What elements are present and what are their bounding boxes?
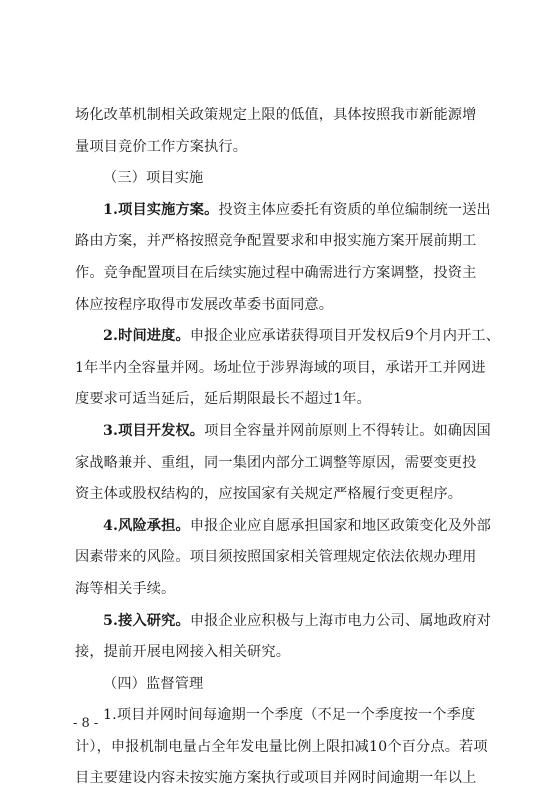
paragraph-line: 体应按程序取得市发展改革委书面同意。 bbox=[75, 296, 334, 313]
paragraph-line: 4.风险承担。申报企业应自愿承担国家和地区政策变化及外部 bbox=[103, 517, 491, 534]
item-title: 5.接入研究。 bbox=[103, 612, 190, 629]
paragraph-line: 海等相关手续。 bbox=[75, 580, 176, 597]
page-number: - 8 - bbox=[73, 716, 99, 731]
paragraph-line: 度要求可适当延后，延后期限最长不超过1年。 bbox=[75, 391, 371, 408]
paragraph-line: 5.接入研究。申报企业应积极与上海市电力公司、属地政府对 bbox=[103, 612, 491, 629]
document-body bbox=[75, 100, 501, 795]
section-heading: （四）监督管理 bbox=[103, 675, 204, 692]
item-title: 2.时间进度。 bbox=[103, 328, 190, 345]
paragraph-line: 资主体或股权结构的，应按国家有关规定严格履行变更程序。 bbox=[75, 486, 463, 503]
paragraph-line: 场化改革机制相关政策规定上限的低值，具体按照我市新能源增 bbox=[75, 107, 477, 123]
paragraph-line: 目主要建设内容未按实施方案执行或项目并网时间逾期一年以上 bbox=[75, 770, 477, 787]
paragraph-line: 1.项目并网时间每逾期一个季度（不足一个季度按一个季度 bbox=[103, 707, 476, 724]
item-title: 3.项目开发权。 bbox=[103, 422, 205, 439]
paragraph-line: 量项目竞价工作方案执行。 bbox=[75, 138, 248, 155]
paragraph-line: 2.时间进度。申报企业应承诺获得项目开发权后9个月内开工、 bbox=[103, 328, 501, 345]
paragraph-line: 计），申报机制电量占全年发电量比例上限扣减10个百分点。若项 bbox=[75, 738, 488, 755]
section-heading: （三）项目实施 bbox=[103, 170, 204, 187]
paragraph-line: 路由方案，并严格按照竞争配置要求和申报实施方案开展前期工 bbox=[75, 233, 477, 250]
paragraph-line: 家战略兼并、重组，同一集团内部分工调整等原因，需要变更投 bbox=[75, 454, 477, 471]
paragraph-line: 1.项目实施方案。投资主体应委托有资质的单位编制统一送出 bbox=[103, 201, 491, 218]
paragraph-line: 作。竞争配置项目在后续实施过程中确需进行方案调整，投资主 bbox=[75, 264, 477, 281]
item-title: 4.风险承担。 bbox=[103, 517, 190, 534]
paragraph-line: 接，提前开展电网接入相关研究。 bbox=[75, 644, 291, 661]
paragraph-line: 因素带来的风险。项目须按照国家相关管理规定依法依规办理用 bbox=[75, 549, 477, 566]
item-title: 1.项目实施方案。 bbox=[103, 201, 219, 218]
paragraph-line: 1年半内全容量并网。场址位于涉界海域的项目，承诺开工并网进 bbox=[75, 359, 486, 376]
paragraph-line: 3.项目开发权。项目全容量并网前原则上不得转让。如确因国 bbox=[103, 422, 491, 439]
